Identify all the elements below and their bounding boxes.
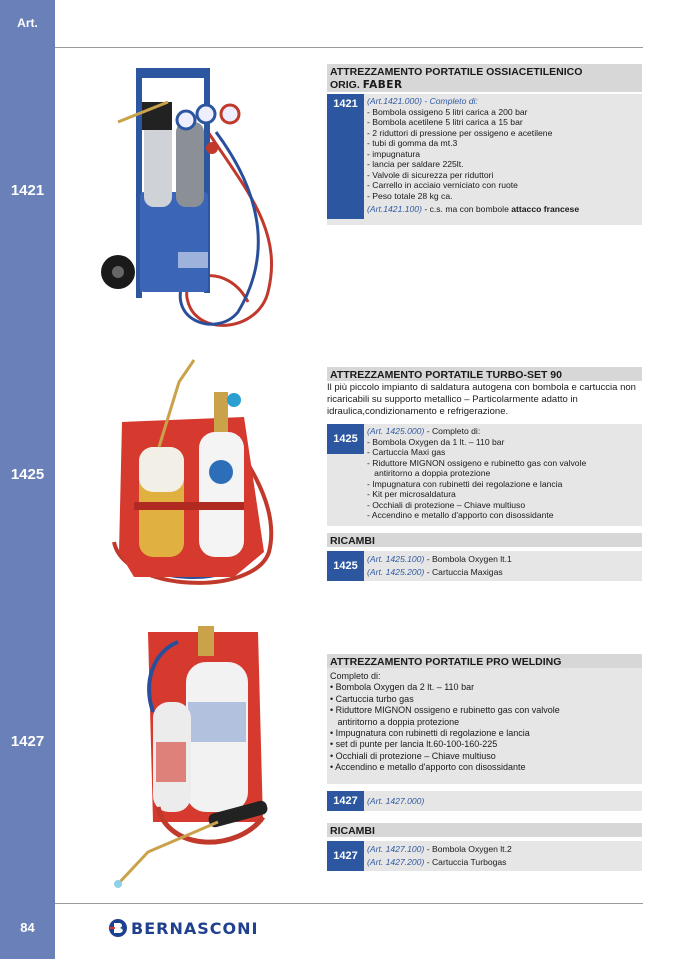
spare-art: (Art. 1425.100) <box>367 554 425 564</box>
intro-art-1425: (Art. 1425.000) <box>367 426 425 436</box>
title-1421-prefix: ORIG. <box>330 79 360 91</box>
spare-list-1427 <box>367 843 638 869</box>
title-1427: ATTREZZAMENTO PORTATILE PRO WELDING <box>327 654 642 668</box>
brand-faber: FABER <box>362 79 403 91</box>
intro-text-1425: - Completo di: <box>424 426 481 436</box>
main-art-1427: (Art. 1427.000) <box>367 796 425 806</box>
sidebar-code-1427: 1427 <box>10 733 45 750</box>
list-item: - Occhiali di protezione – Chiave multiuso <box>367 499 526 510</box>
code-box-1425: 1425 <box>327 424 364 454</box>
list-item: - 2 riduttori di pressione per ossigeno e acetilene <box>367 127 553 138</box>
list-1427 <box>327 668 642 784</box>
list-item: • Bombola Oxygen da 2 lt. – 110 bar <box>330 682 475 693</box>
product-image-1427 <box>108 622 278 894</box>
code-box-1421: 1421 <box>327 94 364 219</box>
spare-text: - Cartuccia Turbogas <box>424 857 507 867</box>
alt-art-1421: (Art.1421.100) <box>367 204 422 214</box>
page-number: 84 <box>20 920 35 935</box>
spare-art: (Art. 1427.200) <box>367 857 425 867</box>
sidebar <box>0 0 55 959</box>
list-item: - tubi di gomma da mt.3 <box>367 138 458 148</box>
list-item: • Riduttore MIGNON ossigeno e rubinetto gas con valvole <box>330 705 560 716</box>
bernasconi-logo-icon <box>108 918 128 938</box>
list-item: - Valvole di sicurezza per riduttori <box>367 169 494 180</box>
list-item: - Peso totale 28 kg ca. <box>367 190 453 201</box>
sidebar-code-1421: 1421 <box>10 182 45 199</box>
brand-name: BERNASCONI <box>131 918 259 938</box>
ricambi-1425: RICAMBI <box>327 533 642 547</box>
main-row-1427 <box>327 791 642 811</box>
list-item: antiritorno a doppia protezione <box>367 468 491 478</box>
list-item: - Impugnatura con rubinetti dei regolazione e lancia <box>367 478 563 489</box>
code-box-1427: 1427 <box>327 791 364 811</box>
spare-text: - Bombola Oxygen lt.2 <box>424 844 512 854</box>
list-item: • Cartuccia turbo gas <box>330 693 414 704</box>
sidebar-code-1425: 1425 <box>10 466 45 483</box>
spare-list-1425 <box>367 553 638 579</box>
spare-panel-1425 <box>327 551 642 581</box>
product-image-1421 <box>98 62 288 342</box>
intro-1421: (Art.1421.000) - Completo di: <box>367 96 478 106</box>
list-item: - Accendino e metallo d'apporto con disossidante <box>367 510 554 520</box>
alt-bold-1421: attacco francese <box>511 204 580 214</box>
intro-1427: Completo di: <box>330 671 381 681</box>
desc-1425: Il più piccolo impianto di saldatura autogena con bombola e cartuccia non ricaricabili su supporto metallico – Particolarmente adatto in idraulica,condizionamento e refrigerazione. <box>327 382 636 417</box>
ricambi-1427: RICAMBI <box>327 823 642 837</box>
spare-code-box-1427: 1427 <box>327 841 364 871</box>
list-item: - impugnatura <box>367 148 421 159</box>
list-item: antiritorno a doppia protezione <box>330 716 460 727</box>
list-item: • Occhiali di protezione – Chiave multiuso <box>330 750 496 761</box>
list-item: - lancia per saldare 225lt. <box>367 159 464 169</box>
list-1425 <box>367 426 638 521</box>
title-1421-line1: ATTREZZAMENTO PORTATILE OSSIACETILENICO <box>330 66 583 78</box>
list-item: - Cartuccia Maxi gas <box>367 447 446 457</box>
art-label: Art. <box>17 16 38 30</box>
list-item: - Bombola ossigeno 5 litri carica a 200 bar <box>367 106 528 117</box>
list-item: • Impugnatura con rubinetti di regolazione e lancia <box>330 728 530 739</box>
list-item: - Bombola acetilene 5 litri carica a 15 bar <box>367 117 523 127</box>
list-1421 <box>367 96 638 215</box>
top-divider <box>55 47 643 48</box>
list-item: • set di punte per lancia lt.60-100-160-225 <box>330 739 498 750</box>
list-item: • Accendino e metallo d'apporto con disossidante <box>330 762 526 773</box>
spare-art: (Art. 1427.100) <box>367 844 425 854</box>
brand-logo <box>108 918 258 938</box>
title-1425: ATTREZZAMENTO PORTATILE TURBO-SET 90 <box>327 367 642 381</box>
list-item: - Riduttore MIGNON ossigeno e rubinetto gas con valvole <box>367 457 587 468</box>
list-item: - Carrello in acciaio verniciato con ruote <box>367 180 518 190</box>
list-item: - Bombola Oxygen da 1 lt. – 110 bar <box>367 436 505 447</box>
alt-text-1421: - c.s. ma con bombole <box>421 204 512 214</box>
list-item: - Kit per microsaldatura <box>367 489 456 499</box>
panel-1421 <box>327 94 642 225</box>
spare-panel-1427 <box>327 841 642 871</box>
bottom-divider <box>55 903 643 904</box>
spare-art: (Art. 1425.200) <box>367 567 425 577</box>
spare-text: - Bombola Oxygen lt.1 <box>424 554 512 564</box>
spare-code-box-1425: 1425 <box>327 551 364 581</box>
spare-text: - Cartuccia Maxigas <box>424 567 503 577</box>
product-image-1425 <box>104 352 276 600</box>
panel-1425 <box>327 424 642 526</box>
title-1421 <box>327 64 642 92</box>
